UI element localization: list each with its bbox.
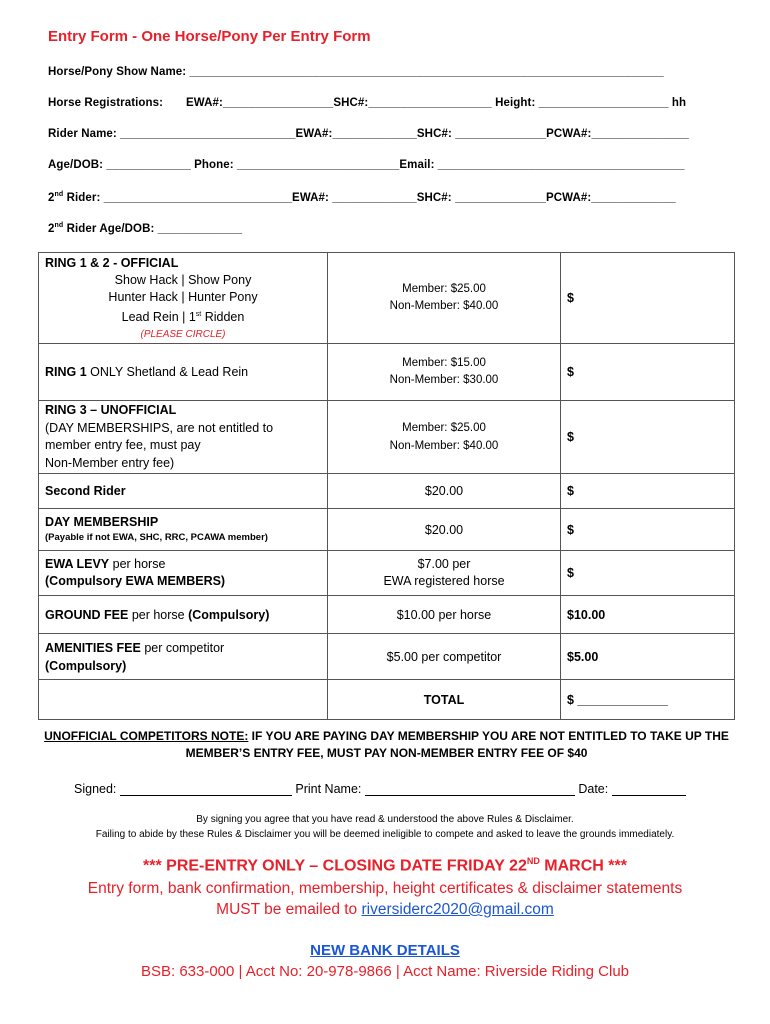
must-email-line: [0, 901, 770, 919]
signed-label: Signed:: [74, 782, 117, 796]
ground-fee-bold: GROUND FEE: [45, 607, 129, 622]
total-empty-cell: [39, 680, 328, 720]
total-amount[interactable]: $ _____________: [561, 680, 735, 720]
bank-heading: NEW BANK DETAILS: [310, 942, 460, 959]
ring3-line1: (DAY MEMBERSHIPS, are not entitled to: [45, 420, 274, 435]
ring12-line1: Show Hack | Show Pony: [114, 273, 252, 287]
print-name-line[interactable]: [365, 783, 575, 796]
ring12-heading: RING 1 & 2 - OFFICIAL: [45, 256, 179, 270]
ground-fee-bold2: (Compulsory): [188, 607, 270, 622]
ewa-levy-rest: per horse: [109, 557, 166, 572]
signature-row: [74, 782, 686, 796]
signed-line[interactable]: [120, 783, 292, 796]
second-rider-field[interactable]: [48, 191, 676, 204]
row-amenities: [39, 634, 735, 680]
ring1-label-rest: ONLY Shetland & Lead Rein: [86, 365, 249, 380]
ring1-nonmember: Non-Member: $30.00: [389, 374, 499, 387]
ring1-amount[interactable]: $: [561, 344, 735, 401]
ewa-levy-price2: EWA registered horse: [383, 574, 505, 589]
ring12-member: Member: $25.00: [402, 283, 486, 296]
ewa-levy-bold: EWA LEVY: [45, 557, 110, 572]
note-body: IF YOU ARE PAYING DAY MEMBERSHIP YOU ARE NOT ENTITLED TO TAKE UP THE MEMBER’S ENTRY FEE, MUST PAY NON-MEMBER ENTRY FEE OF $40: [185, 729, 729, 760]
ring1-member: Member: $15.00: [402, 357, 486, 370]
ground-fee-amount: $10.00: [561, 596, 735, 634]
ring12-line2: Hunter Hack | Hunter Pony: [108, 290, 258, 304]
second-rider-label: Second Rider: [39, 474, 328, 509]
ring3-amount[interactable]: $: [561, 401, 735, 474]
ring12-line3: [45, 306, 321, 326]
date-line[interactable]: [612, 783, 686, 796]
ring12-line3sup: st: [195, 311, 202, 318]
please-circle: (PLEASE CIRCLE): [140, 329, 226, 341]
row-total: [39, 680, 735, 720]
date-label: Date:: [578, 782, 609, 796]
ring3-line3: Non-Member entry fee): [45, 455, 175, 470]
print-name-label: Print Name:: [295, 782, 362, 796]
ring1-label-bold: RING 1: [45, 365, 87, 380]
second-age-line: Rider Age/DOB: _____________: [66, 222, 243, 235]
closing-date: [0, 856, 770, 875]
second-rider-age-field[interactable]: [48, 222, 242, 235]
amenities-amount: $5.00: [561, 634, 735, 680]
row-day-membership: [39, 509, 735, 551]
ewa-levy-amount[interactable]: $: [561, 551, 735, 596]
amenities-label: [45, 639, 321, 657]
ring12-line3a: Lead Rein | 1: [121, 310, 196, 325]
note-lead: UNOFFICIAL COMPETITORS NOTE:: [44, 729, 249, 743]
second-num-2: 2: [48, 222, 55, 235]
closing-a: *** PRE-ENTRY ONLY – CLOSING DATE FRIDAY 22: [143, 857, 527, 875]
second-rider-amount[interactable]: $: [561, 474, 735, 509]
disclaimer-line2: Failing to abide by these Rules & Disclaimer you will be deemed ineligible to compete and asked to leave the grounds immediately.: [95, 829, 675, 840]
ring3-heading: RING 3 – UNOFFICIAL: [45, 403, 177, 418]
second-rider-line: Rider: _____________________________EWA#: _____________SHC#: ______________PCWA#:_____________: [66, 191, 676, 204]
rider-name-field[interactable]: Rider Name: ___________________________EWA#:_____________SHC#: ______________PCWA#:_______________: [48, 128, 689, 140]
bank-details: BSB: 633-000 | Acct No: 20-978-9866 | Acct Name: Riverside Riding Club: [140, 963, 630, 980]
row-second-rider: [39, 474, 735, 509]
row-ground-fee: [39, 596, 735, 634]
disclaimer-line1: By signing you agree that you have read & understood the above Rules & Disclaimer.: [196, 814, 574, 825]
ring12-amount[interactable]: $: [561, 253, 735, 344]
row-ring1: [39, 344, 735, 401]
amenities-bold: AMENITIES FEE: [45, 640, 141, 655]
second-num: 2: [48, 191, 55, 204]
age-phone-email-field[interactable]: Age/DOB: _____________ Phone: _________________________Email: ______________________________________: [48, 159, 685, 171]
ground-fee-price: $10.00 per horse: [328, 596, 561, 634]
ring3-member: Member: $25.00: [402, 422, 486, 435]
ewa-levy-sub: (Compulsory EWA MEMBERS): [45, 574, 226, 589]
unofficial-note: [38, 728, 735, 762]
ring12-nonmember: Non-Member: $40.00: [389, 300, 499, 313]
fees-table: [38, 252, 735, 720]
ewa-levy-label: [45, 556, 321, 573]
row-ewa-levy: [39, 551, 735, 596]
day-membership-price: $20.00: [328, 509, 561, 551]
email-link[interactable]: riversiderc2020@gmail.com: [361, 901, 554, 918]
second-sup-2: nd: [54, 222, 64, 229]
must-text: MUST be emailed to: [216, 901, 362, 918]
ground-fee-rest: per horse: [128, 607, 189, 622]
ring1-label: [39, 344, 328, 401]
registrations-fields[interactable]: EWA#:_________________SHC#:___________________ Height: ____________________ hh: [186, 97, 687, 109]
day-membership-label: DAY MEMBERSHIP: [45, 514, 159, 529]
form-title: Entry Form - One Horse/Pony Per Entry Form: [48, 28, 371, 45]
second-rider-price: $20.00: [328, 474, 561, 509]
amenities-sub: (Compulsory): [45, 658, 127, 673]
total-label: TOTAL: [328, 680, 561, 720]
ring3-line2: member entry fee, must pay: [45, 438, 201, 453]
amenities-price: $5.00 per competitor: [328, 634, 561, 680]
ground-fee-label: [39, 596, 328, 634]
amenities-rest: per competitor: [140, 640, 225, 655]
ring3-nonmember: Non-Member: $40.00: [389, 440, 499, 453]
row-ring12: [39, 253, 735, 344]
email-instruction: Entry form, bank confirmation, membership, height certificates & disclaimer statements: [87, 880, 683, 897]
ring12-line3b: Ridden: [201, 310, 245, 325]
day-membership-sub: (Payable if not EWA, SHC, RRC, PCAWA member): [45, 531, 268, 543]
row-ring3: [39, 401, 735, 474]
closing-sup: ND: [526, 856, 540, 866]
horse-registrations-label: Horse Registrations:: [48, 97, 164, 109]
day-membership-amount[interactable]: $: [561, 509, 735, 551]
ewa-levy-price1: $7.00 per: [417, 557, 471, 572]
show-name-field[interactable]: Horse/Pony Show Name: _________________________________________________________________________: [48, 66, 664, 78]
closing-b: MARCH ***: [539, 857, 627, 875]
second-sup: nd: [54, 191, 64, 198]
